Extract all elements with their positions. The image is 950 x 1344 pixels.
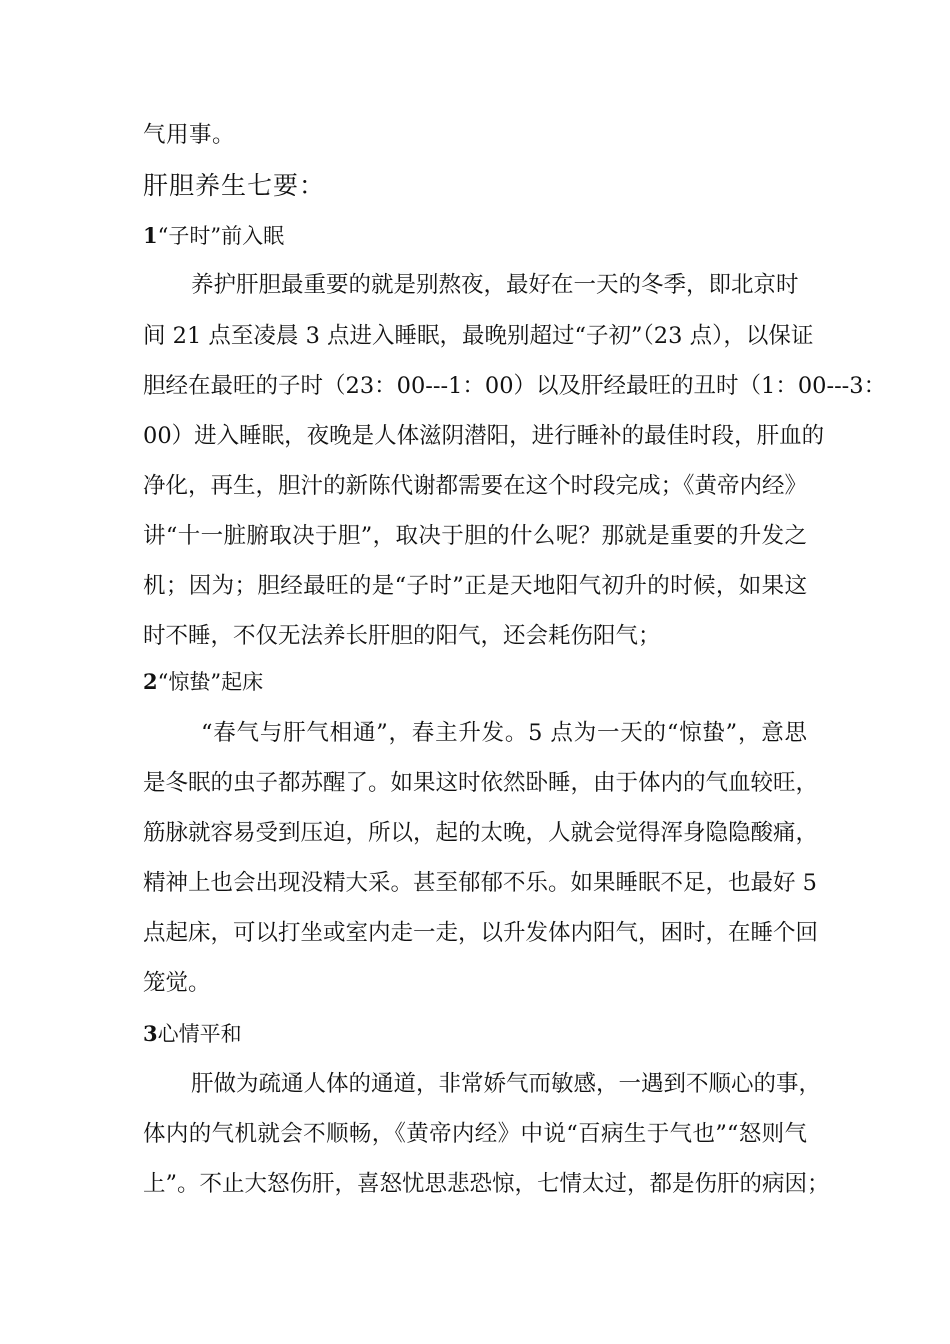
document-title: 肝胆养生七要： [143,171,326,200]
section-2-heading [143,668,263,696]
section-3-title: 心情平和 [157,1022,242,1046]
section-1-number: 1 [143,223,158,248]
section-1-line: 时不睡，不仅无法养长肝胆的阳气，还会耗伤阳气； [143,623,661,649]
section-1-line: 胆经在最旺的子时（23：00---1：00）以及肝经最旺的丑时（1：00---3： [143,373,887,399]
section-3-number: 3 [143,1021,158,1046]
section-1-line: 间 21 点至凌晨 3 点进入睡眠，最晚别超过“子初”（23 点），以保证 [143,323,814,349]
section-2-title: “惊蛰”起床 [157,670,264,694]
section-2-line: 点起床，可以打坐或室内走一走，以升发体内阳气，困时，在睡个回 [143,920,819,946]
section-1-line: 净化，再生，胆汁的新陈代谢都需要在这个时段完成；《黄帝内经》 [143,473,807,499]
intro-tail-text: 气用事。 [143,122,236,148]
section-2-line: 精神上也会出现没精大采。甚至郁郁不乐。如果睡眠不足，也最好 5 [143,870,817,896]
section-3-line: 体内的气机就会不顺畅，《黄帝内经》中说“百病生于气也”“怒则气 [143,1121,807,1147]
section-2-line: “春气与肝气相通”，春主升发。5 点为一天的“惊蛰”，意思 [201,720,807,746]
section-1-line: 机；因为；胆经最旺的是“子时”正是天地阳气初升的时候，如果这 [143,573,807,599]
section-3-line: 上”。不止大怒伤肝，喜怒忧思悲恐惊，七情太过，都是伤肝的病因； [143,1171,830,1197]
section-3-heading [143,1020,242,1048]
section-2-line: 筋脉就容易受到压迫，所以，起的太晚，人就会觉得浑身隐隐酸痛， [143,820,819,846]
section-1-title: “子时”前入眠 [157,224,285,248]
section-1-line: 养护肝胆最重要的就是别熬夜，最好在一天的冬季，即北京时 [191,272,799,298]
section-1-line: 讲“十一脏腑取决于胆”，取决于胆的什么呢？那就是重要的升发之 [143,523,807,549]
section-2-number: 2 [143,669,158,694]
section-2-line: 笼觉。 [143,970,211,996]
section-1-line: 00）进入睡眠，夜晚是人体滋阴潜阳，进行睡补的最佳时段，肝血的 [143,423,825,449]
section-1-heading [143,222,284,250]
section-3-line: 肝做为疏通人体的通道，非常娇气而敏感，一遇到不顺心的事， [191,1071,822,1097]
section-2-line: 是冬眠的虫子都苏醒了。如果这时依然卧睡，由于体内的气血较旺， [143,770,819,796]
